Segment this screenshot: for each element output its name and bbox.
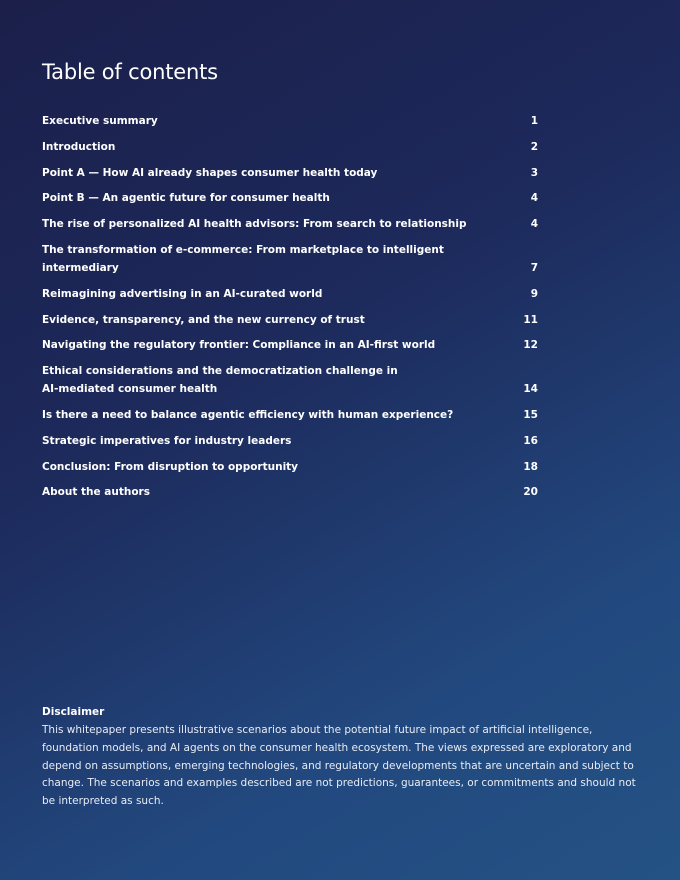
- toc-entry-label: The rise of personalized AI health advisors: From search to relationship: [42, 218, 467, 231]
- table-of-contents: [42, 112, 538, 509]
- disclaimer-heading: Disclaimer: [42, 706, 105, 718]
- toc-entry-personalized-advisors[interactable]: [42, 215, 538, 233]
- toc-entry-executive-summary[interactable]: [42, 112, 538, 130]
- toc-entry-label: Point B — An agentic future for consumer health: [42, 192, 330, 205]
- toc-entry-page-number: 2: [530, 140, 538, 153]
- toc-entry-page-number: 18: [523, 460, 538, 473]
- toc-entry-page-number: 20: [523, 486, 538, 499]
- toc-entry-page-number: 9: [530, 287, 538, 300]
- toc-entry-label: Introduction: [42, 140, 116, 153]
- toc-entry-conclusion[interactable]: [42, 458, 538, 476]
- toc-entry-balance-efficiency[interactable]: [42, 406, 538, 424]
- toc-entry-label: The transformation of e-commerce: From marketplace to intelligent intermediary: [42, 243, 444, 274]
- toc-entry-point-a[interactable]: [42, 164, 538, 182]
- toc-entry-evidence-trust[interactable]: [42, 311, 538, 329]
- page-title: Table of contents: [42, 60, 218, 84]
- toc-entry-strategic-imperatives[interactable]: [42, 432, 538, 450]
- toc-entry-label: Navigating the regulatory frontier: Compliance in an AI-first world: [42, 339, 436, 352]
- toc-entry-page-number: 7: [530, 261, 538, 274]
- toc-entry-page-number: 11: [523, 313, 538, 326]
- toc-entry-label: Point A — How AI already shapes consumer health today: [42, 166, 378, 179]
- toc-entry-label: Evidence, transparency, and the new currency of trust: [42, 313, 365, 326]
- toc-entry-label: Is there a need to balance agentic efficiency with human experience?: [42, 408, 454, 421]
- toc-entry-label: Executive summary: [42, 115, 158, 127]
- toc-entry-page-number: 12: [523, 339, 538, 352]
- toc-entry-label: About the authors: [42, 486, 150, 499]
- toc-entry-label: Reimagining advertising in an AI-curated world: [42, 287, 323, 300]
- toc-entry-about-authors[interactable]: [42, 483, 538, 501]
- toc-entry-page-number: 14: [523, 383, 538, 396]
- toc-entry-page-number: 4: [530, 218, 538, 231]
- toc-entry-label: Conclusion: From disruption to opportunity: [42, 460, 299, 473]
- toc-entry-point-b[interactable]: [42, 189, 538, 207]
- toc-entry-label: Strategic imperatives for industry leaders: [42, 434, 292, 447]
- toc-entry-page-number: 16: [523, 434, 538, 447]
- toc-entry-label: Ethical considerations and the democratization challenge in AI-mediated consumer health: [42, 365, 398, 396]
- disclaimer-text: This whitepaper presents illustrative scenarios about the potential future impact of artificial intelligence, foundation models, and AI agents on the consumer health ecosystem. The views expressed are exploratory and depend on assumptions, emerging technologies, and regulatory developments that are uncertain and subject to change. The scenarios and examples described are not predictions, guarantees, or commitments and should not be interpreted as such.: [42, 724, 636, 808]
- toc-entry-regulatory[interactable]: [42, 336, 538, 354]
- toc-entry-advertising[interactable]: [42, 285, 538, 303]
- toc-entry-introduction[interactable]: [42, 138, 538, 156]
- toc-entry-ecommerce[interactable]: [42, 241, 538, 277]
- toc-entry-page-number: 15: [523, 408, 538, 421]
- toc-entry-page-number: 3: [530, 166, 538, 179]
- toc-entry-ethical-considerations[interactable]: [42, 362, 538, 398]
- disclaimer-section: [42, 704, 638, 811]
- toc-entry-page-number: 1: [530, 115, 538, 127]
- toc-entry-page-number: 4: [530, 192, 538, 205]
